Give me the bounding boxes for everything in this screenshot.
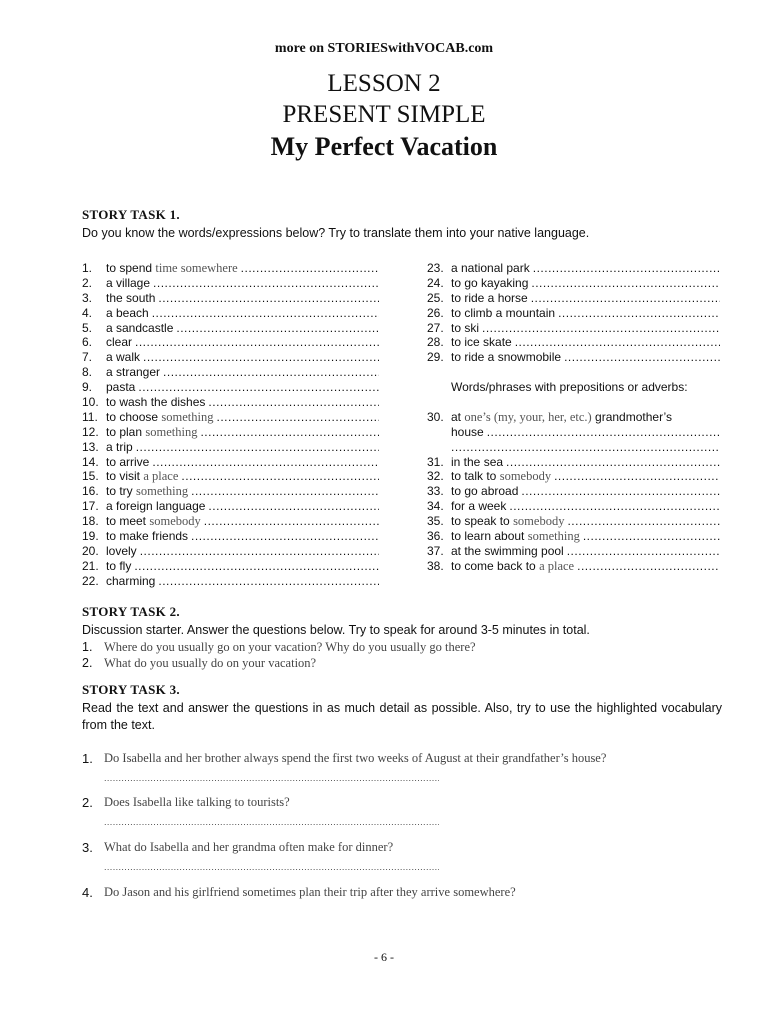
vocab-list-right: [427, 261, 720, 574]
lesson-number: LESSON 2: [327, 70, 441, 97]
vocab-item: 19. to make friends .....: [82, 529, 379, 544]
vocab-item: 29. to ride a snowmobile .....: [427, 350, 720, 365]
vocab-item: 21. to fly .....: [82, 559, 379, 574]
list-spacer: [427, 395, 720, 410]
list-item: 2. What do you usually do on your vacation?: [82, 656, 317, 670]
vocab-item-30-line3: [427, 440, 720, 455]
vocab-item: 13. a trip .....: [82, 440, 379, 455]
task2-heading: STORY TASK 2.: [82, 604, 180, 619]
vocab-item: 12. to plan something .....: [82, 425, 379, 440]
vocab-item-30-line2: house .....: [427, 425, 720, 440]
vocab-item: 28. to ice skate .....: [427, 335, 720, 350]
vocab-item: 27. to ski .....: [427, 321, 720, 336]
task3-instruction: Read the text and answer the questions in as much detail as possible. Also, try to use the highlighted vocabulary from the text.: [82, 701, 722, 732]
vocab-item: 7. a walk .....: [82, 350, 379, 365]
vocab-item: 3. the south .....: [82, 291, 379, 306]
vocab-item: 2. a village .....: [82, 276, 379, 291]
vocab-item: 37. at the swimming pool .....: [427, 544, 720, 559]
list-spacer: [427, 365, 720, 380]
lesson-topic: PRESENT SIMPLE: [282, 101, 486, 128]
task2-instruction: Discussion starter. Answer the questions below. Try to speak for around 3-5 minutes in total.: [82, 623, 590, 637]
vocab-item: 4. a beach .....: [82, 306, 379, 321]
vocab-list-left: [82, 261, 379, 589]
answer-line[interactable]: [104, 862, 439, 872]
vocab-item: 1. to spend time somewhere .....: [82, 261, 379, 276]
vocab-subheading: Words/phrases with prepositions or adverbs:: [451, 380, 688, 395]
vocab-item: 25. to ride a horse .....: [427, 291, 720, 306]
vocab-item: 22. charming .....: [82, 574, 379, 589]
vocab-item: 9. pasta .....: [82, 380, 379, 395]
answer-line[interactable]: [104, 817, 439, 827]
vocab-item: 24. to go kayaking .....: [427, 276, 720, 291]
site-header: more on STORIESwithVOCAB.com: [274, 41, 494, 56]
vocab-item: 26. to climb a mountain .....: [427, 306, 720, 321]
list-item: 1. Where do you usually go on your vacation? Why do you usually go there?: [82, 640, 476, 654]
answer-line[interactable]: [104, 773, 439, 783]
vocab-item: 11. to choose something .....: [82, 410, 379, 425]
vocab-item: 33. to go abroad .....: [427, 484, 720, 499]
story-title: My Perfect Vacation: [270, 132, 498, 161]
vocab-item: 32. to talk to somebody .....: [427, 469, 720, 484]
task2-questions: [82, 639, 722, 671]
vocab-item: 20. lovely .....: [82, 544, 379, 559]
task1-instruction: Do you know the words/expressions below? Try to translate them into your native language.: [82, 226, 590, 240]
vocab-item: 5. a sandcastle .....: [82, 321, 379, 336]
vocab-item-30: 30. at one’s (my, your, her, etc.) grandmother’s: [427, 409, 672, 424]
vocab-item: 15. to visit a place .....: [82, 469, 379, 484]
task3-heading: STORY TASK 3.: [82, 682, 180, 697]
vocab-item: 31. in the sea .....: [427, 455, 720, 470]
vocab-item: 23. a national park .....: [427, 261, 720, 276]
vocab-item: 6. clear .....: [82, 335, 379, 350]
vocab-item: 8. a stranger .....: [82, 365, 379, 380]
vocab-item: 16. to try something .....: [82, 484, 379, 499]
vocab-item: 36. to learn about something .....: [427, 529, 720, 544]
vocab-item: 18. to meet somebody .....: [82, 514, 379, 529]
vocab-item: 10. to wash the dishes .....: [82, 395, 379, 410]
task1-heading: STORY TASK 1.: [82, 207, 180, 222]
vocab-item: 17. a foreign language .....: [82, 499, 379, 514]
vocab-item: 14. to arrive .....: [82, 455, 379, 470]
vocab-item: 38. to come back to a place .....: [427, 559, 720, 574]
vocab-item: 34. for a week .....: [427, 499, 720, 514]
page-number: - 6 -: [374, 950, 394, 964]
vocab-item: 35. to speak to somebody .....: [427, 514, 720, 529]
